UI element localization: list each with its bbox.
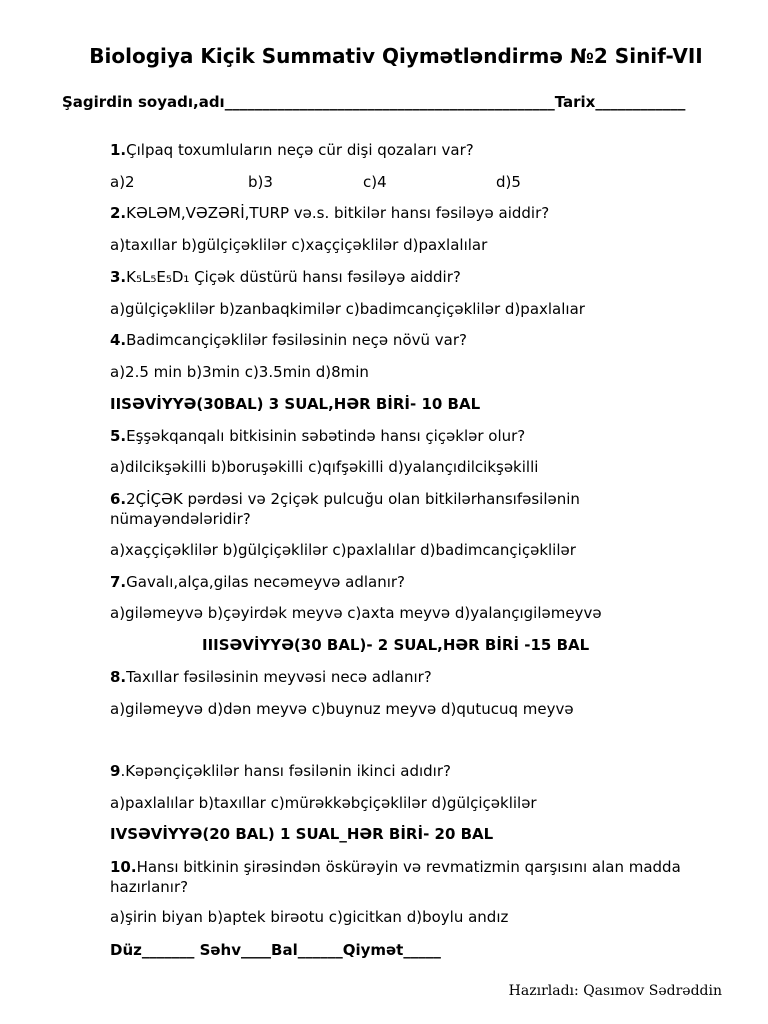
page-title: Biologiya Kiçik Summativ Qiymətləndirmə №2 Sinif-VII <box>89 44 703 68</box>
option-b: b)3 <box>248 173 273 191</box>
question-5: 5.Eşşəkqanqalı bitkisinin səbətində hansı çiçəklər olur? <box>110 427 526 445</box>
level-4-heading: IVSƏVİYYƏ(20 BAL) 1 SUAL_HƏR BİRİ- 20 BAL <box>110 825 494 843</box>
question-9: 9.Kəpənçiçəklilər hansı fəsilənin ikinci adıdır? <box>110 762 451 780</box>
question-6: 6.2ÇİÇƏK pərdəsi və 2çiçək pulcuğu olan bitkilərhansıfəsilənin nümayəndələridir? <box>110 490 580 528</box>
question-6-options: a)xaççiçəklilər b)gülçiçəklilər c)paxlalılar d)badimcançiçəklilər <box>110 541 576 559</box>
option-a: a)2 <box>110 173 135 191</box>
question-4-options: a)2.5 min b)3min c)3.5min d)8min <box>110 363 369 381</box>
question-7: 7.Gavalı,alça,gilas necəmeyvə adlanır? <box>110 573 406 591</box>
question-10-options: a)şirin biyan b)aptek birəotu c)gicitkan d)boylu andız <box>110 908 509 926</box>
question-2-options: a)taxıllar b)gülçiçəklilər c)xaççiçəklilər d)paxlalılar <box>110 236 488 254</box>
option-d: d)5 <box>496 173 521 191</box>
question-9-options: a)paxlalılar b)taxıllar c)mürəkkəbçiçəklilər d)gülçiçəklilər <box>110 794 537 812</box>
question-3: 3.K₅L₅E₅D₁ Çiçək düstürü hansı fəsiləyə aiddir? <box>110 268 461 286</box>
level-2-heading: IISƏVİYYƏ(30BAL) 3 SUAL,HƏR BİRİ- 10 BAL <box>110 395 481 413</box>
question-5-options: a)dilcikşəkilli b)boruşəkilli c)qıfşəkilli d)yalançıdilcikşəkilli <box>110 458 539 476</box>
question-7-options: a)giləmeyvə b)çəyirdək meyvə c)axta meyvə d)yalançıgiləmeyvə <box>110 604 602 622</box>
question-8-options: a)giləmeyvə d)dən meyvə c)buynuz meyvə d)qutucuq meyvə <box>110 700 574 718</box>
question-10: 10.Hansı bitkinin şirəsindən öskürəyin və revmatizmin qarşısını alan madda hazırlanır? <box>110 858 681 896</box>
question-4: 4.Badimcançiçəklilər fəsiləsinin neçə növü var? <box>110 331 467 349</box>
student-info-line: Şagirdin soyadı,adı____________________________________________Tarix____________ <box>62 93 686 111</box>
score-line: Düz_______ Səhv____Bal______Qiymət_____ <box>110 941 441 959</box>
option-c: c)4 <box>363 173 387 191</box>
author-credit: Hazırladı: Qasımov Sədrəddin <box>508 983 722 999</box>
question-2: 2.KƏLƏM,VƏZƏRİ,TURP və.s. bitkilər hansı fəsiləyə aiddir? <box>110 204 550 222</box>
question-1: 1.Çılpaq toxumluların neçə cür dişi qozaları var? <box>110 141 474 159</box>
level-3-heading: IIISƏVİYYƏ(30 BAL)- 2 SUAL,HƏR BİRİ -15 BAL <box>202 636 590 654</box>
question-8: 8.Taxıllar fəsiləsinin meyvəsi necə adlanır? <box>110 668 432 686</box>
question-3-options: a)gülçiçəklilər b)zanbaqkimilər c)badimcançiçəklilər d)paxlalıar <box>110 300 585 318</box>
